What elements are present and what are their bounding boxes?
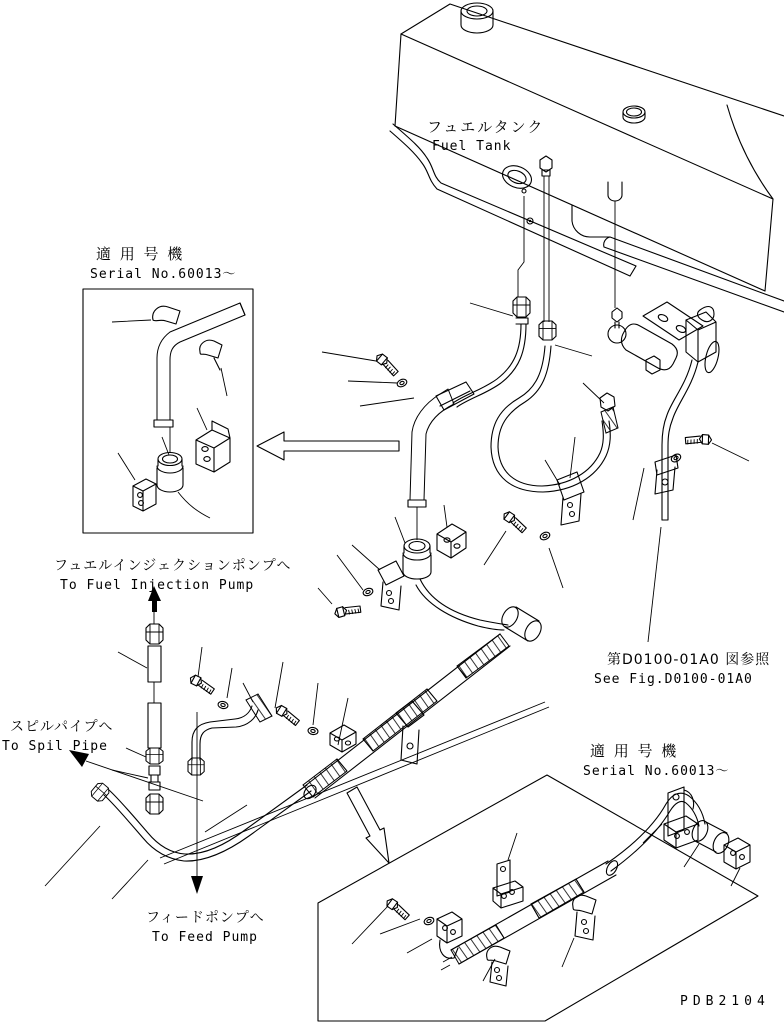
flow-arrows <box>69 432 399 894</box>
to-feed-pump-arrow-icon <box>191 876 203 894</box>
fuel-tank-label-jp: フュエルタンク <box>427 118 545 136</box>
see-fig-label-jp: 第D0100-01A0 図参照 <box>607 652 771 668</box>
injection-pipe-stack <box>146 612 163 814</box>
tank-port <box>499 162 535 224</box>
to-injection-pump-label-en: To Fuel Injection Pump <box>60 578 255 593</box>
detail-b-arrow-icon <box>347 787 389 863</box>
drawing-code: PDB2104 <box>680 994 770 1009</box>
detail-box-a <box>83 289 253 533</box>
serial-note-bottom-en: Serial No.60013〜 <box>583 764 730 779</box>
tank-cap <box>623 106 645 123</box>
to-spil-pipe-label-jp: スピルパイプへ <box>10 719 114 735</box>
detail-box-b <box>318 775 758 1021</box>
see-fig-label-en: See Fig.D0100-01A0 <box>594 672 753 687</box>
serial-note-bottom-jp: 適 用 号 機 <box>590 742 679 760</box>
to-spil-pipe-label-en: To Spil Pipe <box>2 739 108 754</box>
fuel-cock-assembly <box>608 302 749 520</box>
to-feed-pump-label-en: To Feed Pump <box>152 930 258 945</box>
fuel-tank-label-en: Fuel Tank <box>432 139 512 154</box>
fuel-tank-drawing <box>390 3 784 322</box>
detail-a-arrow-icon <box>257 432 399 460</box>
serial-note-top-jp: 適 用 号 機 <box>96 245 185 263</box>
to-feed-pump-label-jp: フィードポンプへ <box>146 910 265 926</box>
filler-neck <box>461 3 493 33</box>
to-injection-pump-label-jp: フュエルインジェクションポンプへ <box>54 558 292 574</box>
serial-note-top-en: Serial No.60013〜 <box>90 267 237 282</box>
fuel-tube-assembly <box>45 297 661 899</box>
bushing <box>403 539 431 579</box>
